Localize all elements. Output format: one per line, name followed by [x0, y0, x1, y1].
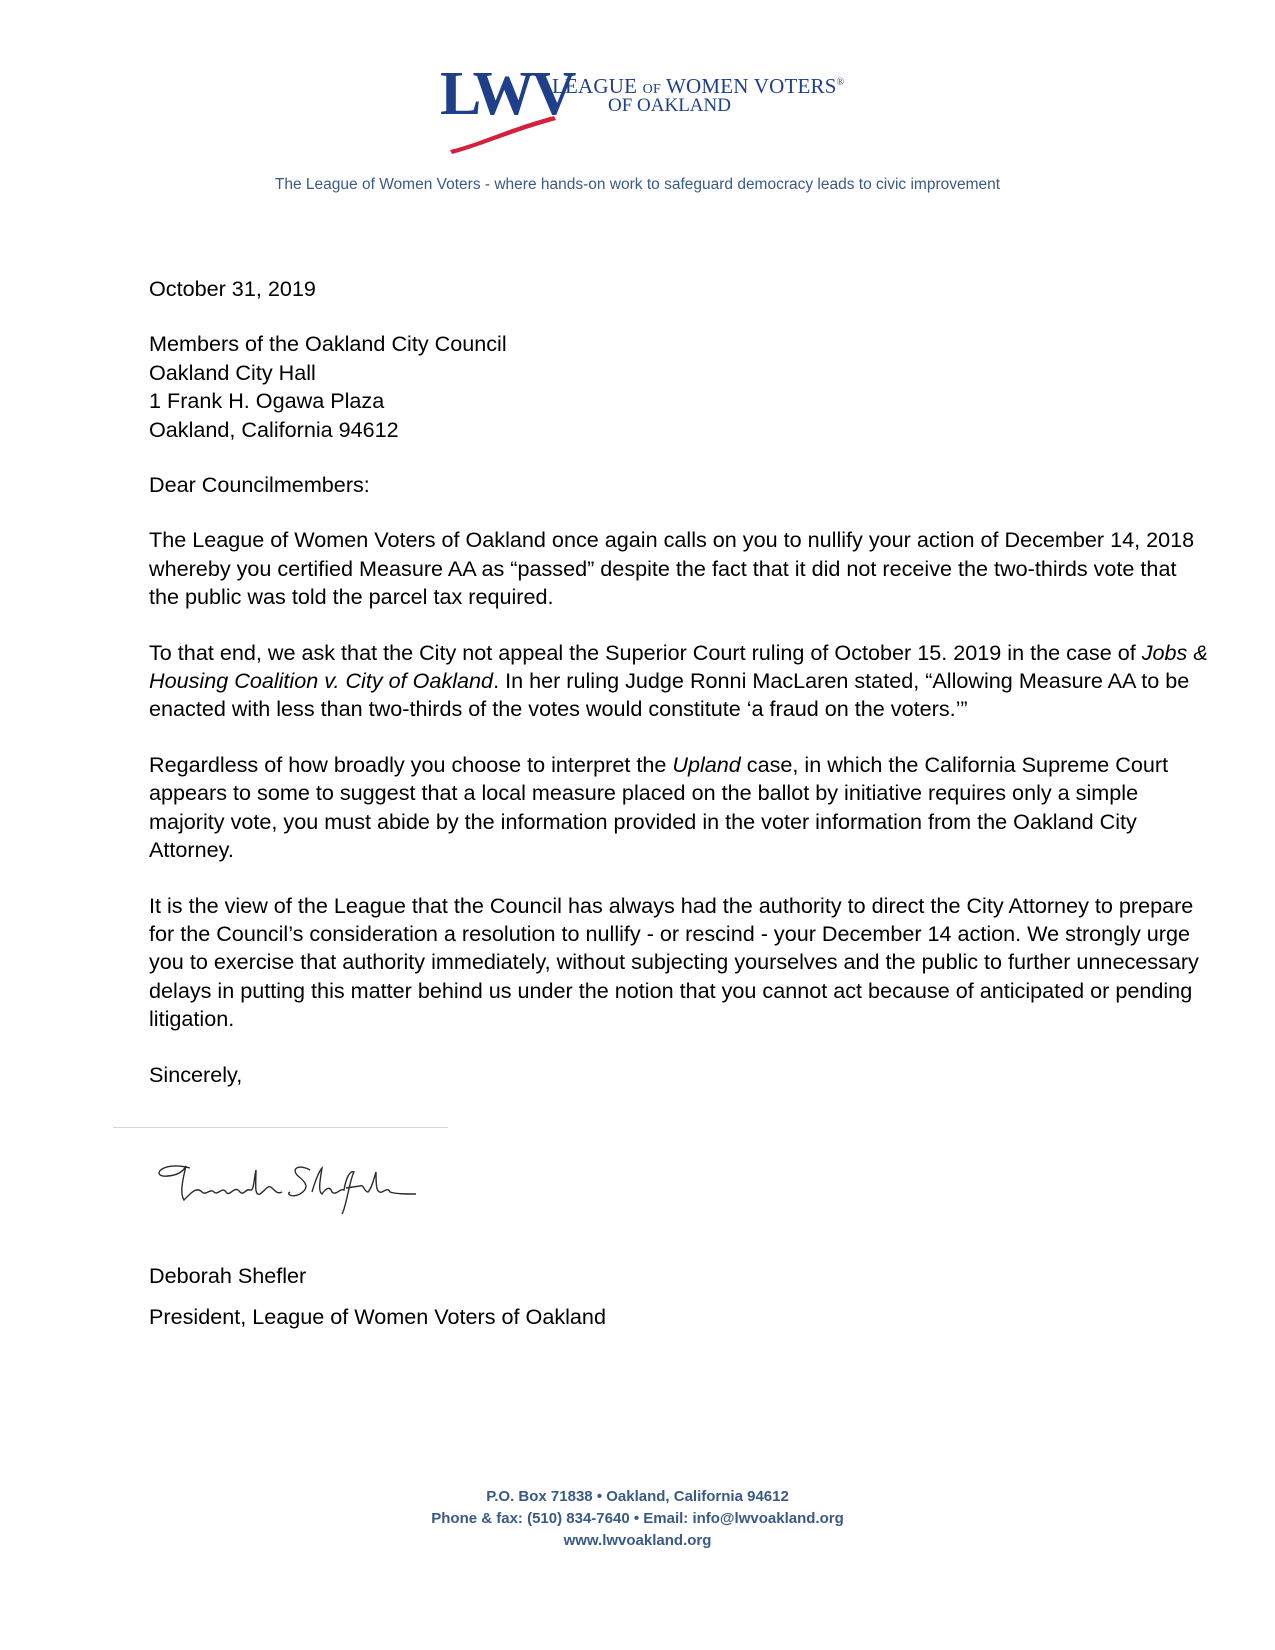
signer-title: President, League of Women Voters of Oakland — [149, 1304, 606, 1329]
address-line: Members of the Oakland City Council — [149, 331, 507, 357]
footer-website: www.lwvoakland.org — [563, 1532, 712, 1549]
address-line: Oakland, California 94612 — [149, 416, 399, 442]
salutation: Dear Councilmembers: — [149, 472, 370, 498]
case-name: Jobs & Housing Coalition v. City of Oakland — [149, 639, 1208, 694]
signer-name: Deborah Shefler — [149, 1263, 307, 1288]
letter-date: October 31, 2019 — [149, 276, 316, 301]
paragraph-4: It is the view of the League that the Council has always had the authority to direct the City Attorney to prepare for the Council’s consideration a resolution to nullify - or rescind - your December 14 action. We strongly urge you to exercise that authority immediately, without subjecting yourselves and the public to further unnecessary delays in putting this matter behind us under the notion that you cannot act because of anticipated or pending litigation. — [149, 892, 1199, 1032]
letter-body — [149, 275, 1209, 1089]
footer-contact: Phone & fax: (510) 834-7640 • Email: info@lwvoakland.org — [431, 1510, 844, 1527]
address-line: Oakland City Hall — [149, 359, 316, 385]
case-name: Upland — [672, 751, 741, 777]
lwv-logo — [440, 62, 860, 152]
footer-address: P.O. Box 71838 • Oakland, California 94612 — [486, 1488, 789, 1505]
tagline: The League of Women Voters - where hands-on work to safeguard democracy leads to civic improvement — [274, 176, 1001, 193]
logo-subtitle: OF OAKLAND — [608, 95, 731, 116]
recipient-address — [149, 330, 1209, 444]
address-line: 1 Frank H. Ogawa Plaza — [149, 388, 385, 414]
handwritten-signature — [150, 1148, 420, 1228]
swoosh-icon — [448, 114, 558, 154]
letterhead — [0, 0, 1275, 200]
paragraph-3: Regardless of how broadly you choose to interpret the Upland case, in which the California Supreme Court appears to some to suggest that a local measure placed on the ballot by initiative requires only a simple majority vote, you must abide by the information provided in the voter information from the Oakland City Attorney. — [149, 751, 1169, 863]
footer — [0, 1486, 1275, 1552]
paragraph-1: The League of Women Voters of Oakland once again calls on you to nullify your action of December 14, 2018 whereby you certified Measure AA as “passed” despite the fact that it did not receive the two-thirds vote that the public was told the parcel tax required. — [149, 527, 1195, 610]
logo-name: LEAGUE OF WOMEN VOTERS® — [552, 74, 845, 98]
closing: Sincerely, — [149, 1061, 243, 1087]
signature-divider — [113, 1127, 448, 1128]
logo-mark: LWV — [440, 60, 574, 128]
paragraph-2: To that end, we ask that the City not appeal the Superior Court ruling of October 15. 2019 in the case of Jobs & Housing Coalition v. City of Oakland. In her ruling Judge Ronni MacLaren stated, “Allowing Measure AA to be enacted with less than two-thirds of the votes would constitute ‘a fraud on the voters.’” — [149, 639, 1208, 722]
